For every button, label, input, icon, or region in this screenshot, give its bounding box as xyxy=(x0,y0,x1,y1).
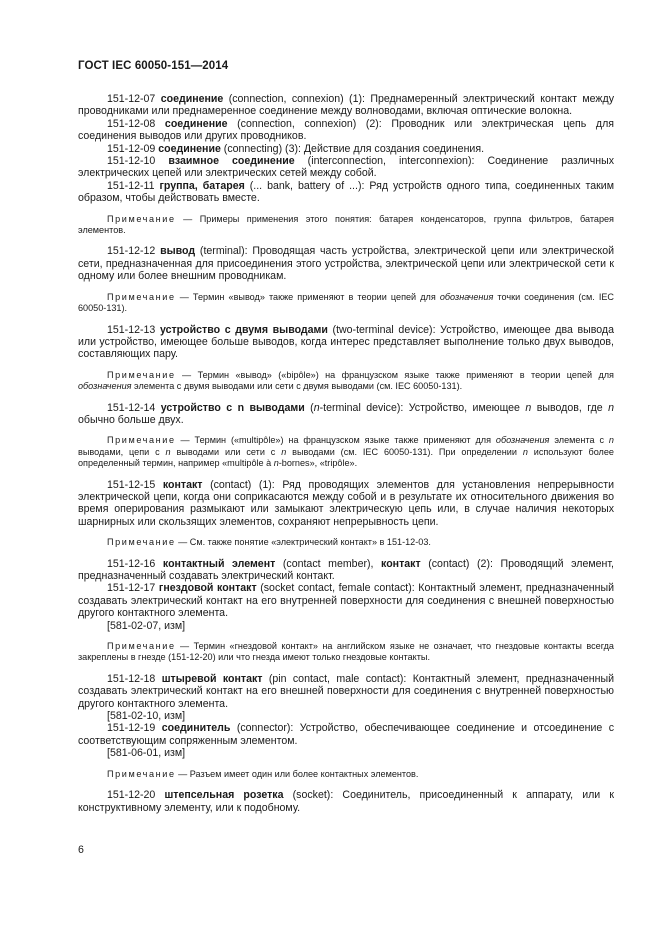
term: контактный элемент xyxy=(162,557,276,570)
entry-151-12-16: 151-12-16 контактный элемент (contact member), контакт (contact) (2): Проводящий элемент, предназначенный создавать электрический контакт. xyxy=(78,557,614,582)
note-5: Примечание — См. также понятие «электрический контакт» в 151-12-03. xyxy=(107,537,431,548)
source-ref: [581-06-01, изм] xyxy=(107,747,186,760)
note-6: Примечание — Термин «гнездовой контакт» на английском языке не означает, что гнездовые контакты всегда закреплены в гнезде (151-12-20) или что гнезда имеют только гнездовые контакты. xyxy=(78,641,614,663)
note-7: Примечание — Разъем имеет один или более контактных элементов. xyxy=(107,768,419,779)
document-body xyxy=(78,93,614,814)
term: соединение xyxy=(164,117,228,130)
entry-151-12-17: 151-12-17 гнездовой контакт (socket contact, female contact): Контактный элемент, предназначенный создавать электрический контакт на его внутренней поверхности для соединения с внешней поверхностью другого контактного элемента. xyxy=(78,582,614,620)
entry-151-12-12: 151-12-12 вывод (terminal): Проводящая часть устройства, электрической цепи или электрической сети, предназначенная для присоединения этого устройства, электрической цепи или электрической сети к одному или более внешним проводникам. xyxy=(78,245,614,283)
term: штепсельная розетка xyxy=(164,789,284,802)
note-2: Примечание — Термин «вывод» также применяют в теории цепей для обозначения точки соединения (см. IEC 60050-131). xyxy=(78,291,614,314)
term: гнездовой контакт xyxy=(158,582,257,595)
page-number: 6 xyxy=(78,844,84,856)
note-4: Примечание — Термин («multipôle») на французском языке также применяют для обозначения элемента с n выводами, цепи с n выводами или сети с n выводами (см. IEC 60050-131). При определении n используют более определенный термин, например «multipôle à n-bornes», «tripôle». xyxy=(78,435,614,469)
entry-151-12-18: 151-12-18 штыревой контакт (pin contact, male contact): Контактный элемент, предназначенный создавать электрический контакт на его внешней поверхности для соединения с внутренней поверхностью другого контактного элемента. xyxy=(78,672,614,710)
source-ref: [581-02-10, изм] xyxy=(107,710,186,723)
entry-151-12-10: 151-12-10 взаимное соединение (interconnection, interconnexion): Соединение различных электрических цепей или электрических сетей между собой. xyxy=(78,155,614,180)
term: соединитель xyxy=(161,722,231,735)
term: вывод xyxy=(160,245,196,258)
entry-151-12-09: 151-12-09 соединение (connecting) (3): Действие для создания соединения. xyxy=(107,142,485,155)
term: соединение xyxy=(160,93,224,105)
entry-151-12-15: 151-12-15 контакт (contact) (1): Ряд проводящих элементов для установления непрерывности электрической цепи, когда они соприкасаются между собой и в результате их относительного движения во время оперирования размыкают или замыкают электрическую цепь или, в случае наличия некоторых шарнирных или скользящих элементов, сохраняют непрерывность цепи. xyxy=(78,478,614,528)
term: группа, батарея xyxy=(159,179,245,192)
term: устройство с n выводами xyxy=(160,401,305,414)
entry-151-12-13: 151-12-13 устройство с двумя выводами (two-terminal device): Устройство, имеющее два вывода или устройство, имеющее больше выводов, когда интерес представляет выполнение только двух выводов, составляющих пару. xyxy=(78,323,614,361)
term: устройство с двумя выводами xyxy=(159,323,328,336)
note-3: Примечание — Термин «вывод» («bipôle») на французском языке также применяют в теории цепей для обозначения элемента с двумя выводами или сети с двумя выводами (см. IEC 60050-131). xyxy=(78,369,614,392)
document-header: ГОСТ IEC 60050-151—2014 xyxy=(78,60,229,72)
term: взаимное соединение xyxy=(168,155,295,168)
entry-151-12-07: 151-12-07 соединение (connection, connexion) (1): Преднамеренный электрический контакт между проводниками или преднамеренное соединение между волноводами, включая оптические волокна. xyxy=(78,93,614,118)
entry-151-12-08: 151-12-08 соединение (connection, connexion) (2): Проводник или электрическая цепь для соединения выводов или других проводников. xyxy=(78,117,614,143)
entry-151-12-11: 151-12-11 группа, батарея (... bank, battery of ...): Ряд устройств одного типа, соединенных таким образом, чтобы действовать вместе. xyxy=(78,179,614,205)
term: контакт xyxy=(162,478,203,491)
term: штыревой контакт xyxy=(161,672,263,685)
note-1: Примечание — Примеры применения этого понятия: батарея конденсаторов, группа фильтров, батарея элементов. xyxy=(78,213,614,236)
term: соединение xyxy=(158,142,221,155)
source-ref: [581-02-07, изм] xyxy=(107,619,186,632)
entry-151-12-14: 151-12-14 устройство с n выводами (n-terminal device): Устройство, имеющее n выводов, где n обычно больше двух. xyxy=(78,401,614,426)
entry-151-12-19: 151-12-19 соединитель (connector): Устройство, обеспечивающее соединение и отсоединение с соответствующим сопряженным элементом. xyxy=(78,722,614,747)
entry-151-12-20: 151-12-20 штепсельная розетка (socket): Соединитель, присоединенный к аппарату, или к конструктивному элементу, или к подобному. xyxy=(78,789,614,814)
